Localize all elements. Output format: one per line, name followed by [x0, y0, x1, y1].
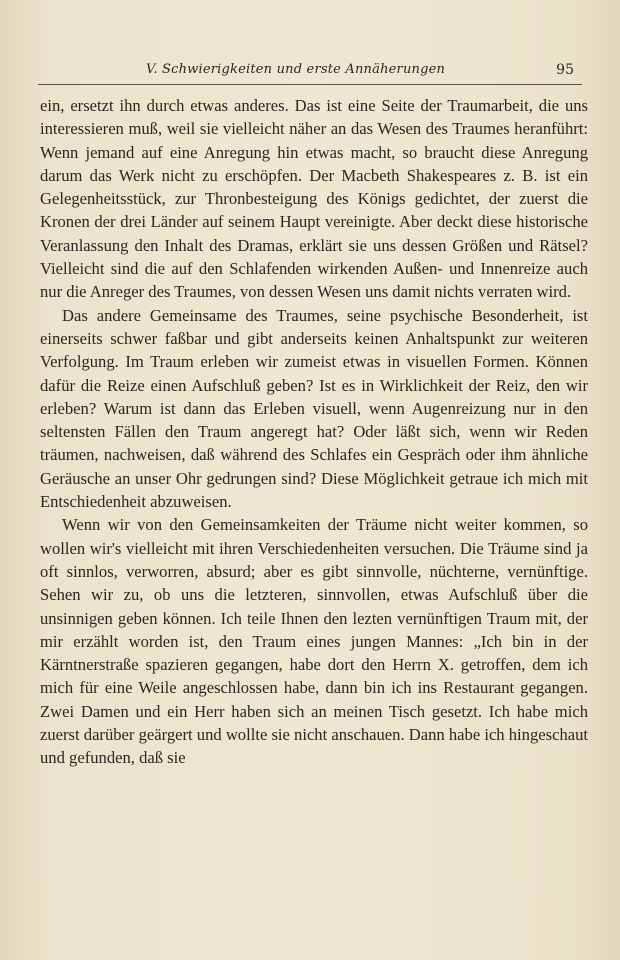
page-number: 95 — [556, 62, 574, 78]
paragraph-1: ein, ersetzt ihn durch etwas anderes. Das ist eine Seite der Traumarbeit, die uns interessieren muß, weil sie vielleicht näher an das Wesen des Traumes heranführt: Wenn jemand auf eine Anregung hin etwas macht, so braucht diese Anregung darum das Werk nicht zu erschöpfen. Der Macbeth Shakespeares z. B. ist ein Gelegenheitsstück, zur Thronbesteigung des Königs gedichtet, der zuerst die Kronen der drei Länder auf seinem Haupt vereinigte. Aber deckt diese historische Veranlassung den Inhalt des Dramas, erklärt sie uns dessen Größen und Rätsel? Vielleicht sind die auf den Schlafenden wirkenden Außen- und Innenreize auch nur die Anreger des Traumes, von dessen Wesen uns damit nichts verraten wird. — [40, 96, 588, 302]
running-head: V. Schwierigkeiten und erste Annäherungen — [146, 62, 446, 77]
paragraph-2: Das andere Gemeinsame des Traumes, seine psychische Besonderheit, ist einerseits schwer faßbar und gibt anderseits keinen Anhaltspunkt zur weiteren Verfolgung. Im Traum erleben wir zumeist etwas in visuellen Formen. Können dafür die Reize einen Aufschluß geben? Ist es in Wirklichkeit der Reiz, den wir erleben? Warum ist dann das Erleben visuell, wenn Augenreizung nur in den seltensten Fällen den Traum angeregt hat? Oder läßt sich, wenn wir Reden träumen, nachweisen, daß während des Schlafes ein Gespräch oder ihm ähnliche Geräusche an unser Ohr gedrungen sind? Diese Möglichkeit getraue ich mich mit Entschiedenheit abzuweisen. — [40, 305, 588, 512]
page-header — [38, 58, 582, 85]
paragraph-3: Wenn wir von den Gemeinsamkeiten der Träume nicht weiter kommen, so wollen wir's vielleicht mit ihren Verschiedenheiten versuchen. Die Träume sind ja oft sinnlos, verworren, absurd; aber es gibt sinnvolle, nüchterne, vernünftige. Sehen wir zu, ob uns die letzteren, sinnvollen, etwas Aufschluß über die unsinnigen geben können. Ich teile Ihnen den lezten vernünftigen Traum mit, der mir erzählt worden ist, den Traum eines jungen Mannes: „Ich bin in der Kärntnerstraße spazieren gegangen, habe dort den Herrn X. getroffen, dem ich mich für eine Weile angeschlossen habe, dann bin ich ins Restaurant gegangen. Zwei Damen und ein Herr haben sich an meinen Tisch gesetzt. Ich habe mich zuerst darüber geärgert und wollte sie nicht anschauen. Dann habe ich hingeschaut und gefunden, daß sie — [40, 515, 589, 768]
body-text — [40, 94, 588, 770]
